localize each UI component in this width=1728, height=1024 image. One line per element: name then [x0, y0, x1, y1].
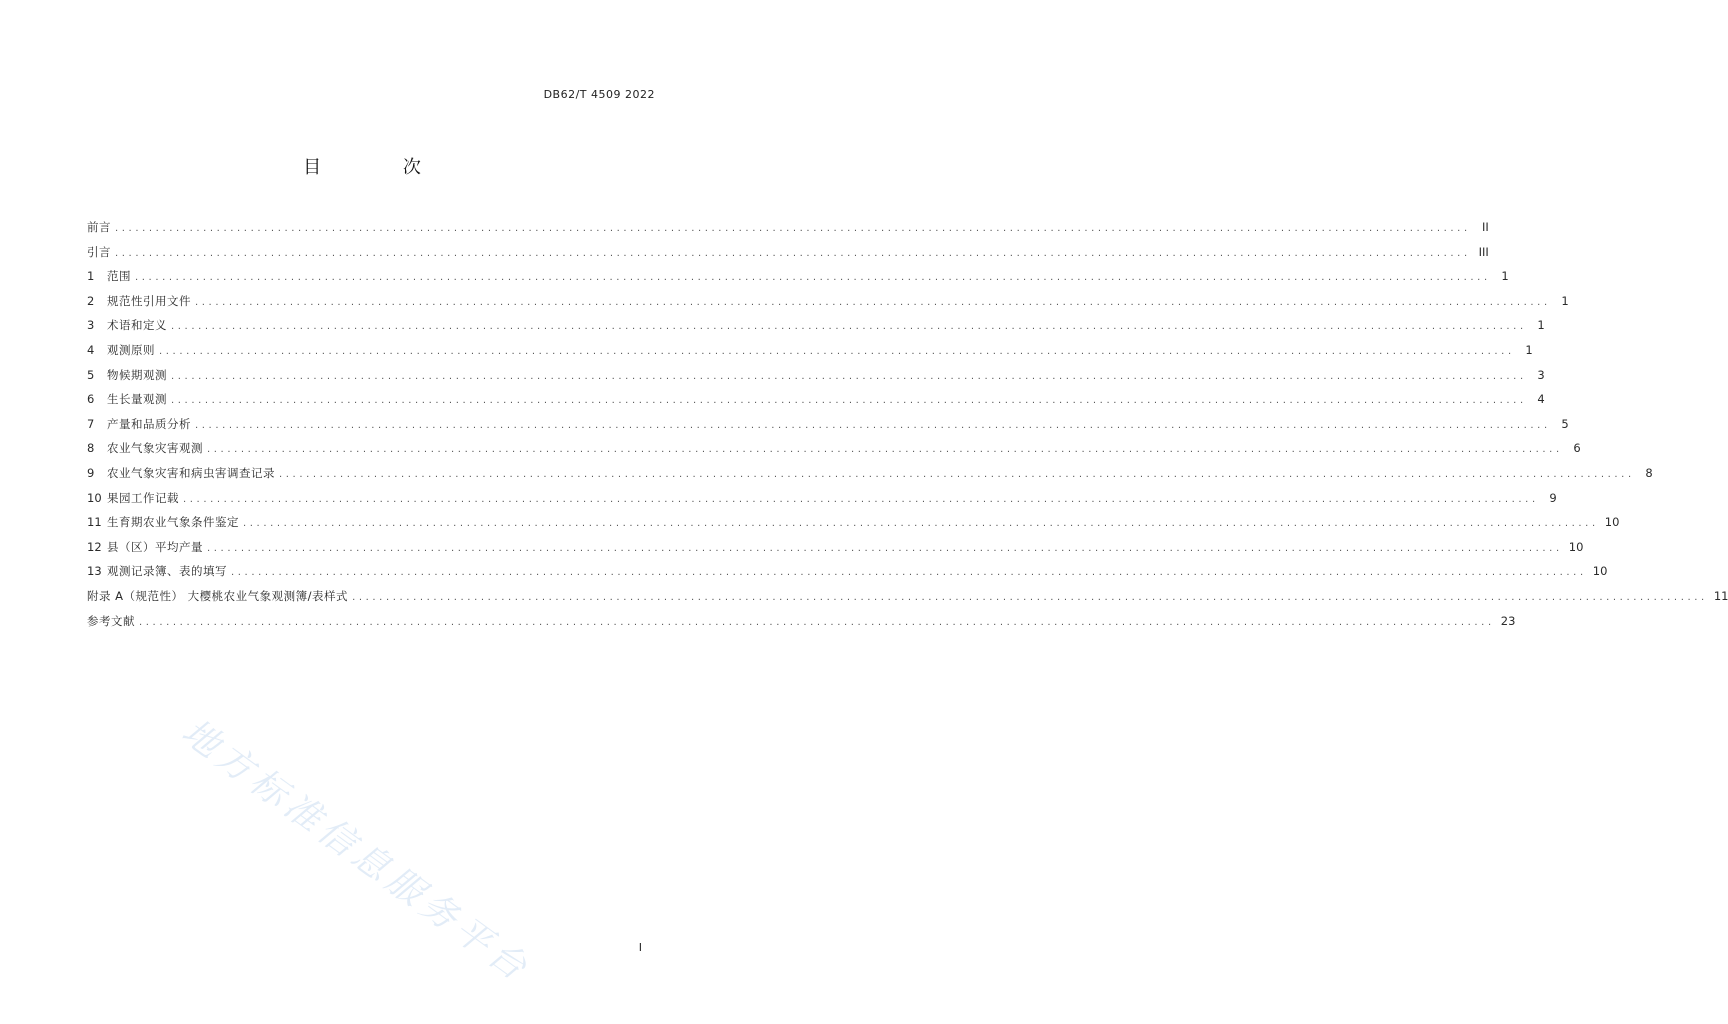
- toc-entry-title: 附录 A（规范性） 大樱桃农业气象观测簿/表样式: [87, 588, 349, 603]
- toc-entry[interactable]: [87, 367, 1545, 392]
- toc-entry-number: 2: [87, 293, 95, 308]
- toc-entry-title: 规范性引用文件: [107, 293, 191, 308]
- toc-entry[interactable]: [87, 440, 1581, 465]
- toc-entry[interactable]: [87, 613, 1516, 638]
- toc-entry-number: 3: [87, 318, 95, 333]
- toc-entry-title: 观测原则: [107, 342, 155, 357]
- toc-entry[interactable]: [87, 416, 1569, 441]
- toc-entry[interactable]: [87, 293, 1569, 318]
- toc-leader-dots: ........................................................................................................................................................................................................: [195, 296, 1551, 308]
- toc-leader-dots: ........................................................................................................................................................................................................: [183, 493, 1539, 505]
- toc-leader-dots: ........................................................................................................................................................................................................: [243, 518, 1599, 530]
- toc-leader-dots: ........................................................................................................................................................................................................: [171, 370, 1527, 382]
- toc-entry-page: II: [1481, 220, 1489, 234]
- toc-entry-page: 4: [1537, 392, 1545, 407]
- toc-entry-title: 县（区）平均产量: [107, 539, 203, 554]
- toc-entry-page: III: [1478, 244, 1489, 259]
- toc-leader-dots: ........................................................................................................................................................................................................: [159, 345, 1515, 357]
- toc-leader-dots: ........................................................................................................................................................................................................: [171, 321, 1527, 333]
- toc-entry-page: 8: [1645, 465, 1653, 480]
- standard-code: DB62/T 4509 2022: [543, 88, 655, 101]
- toc-entry-page: 1: [1537, 318, 1545, 333]
- toc-entry-page: 10: [1568, 539, 1584, 554]
- toc-leader-dots: ........................................................................................................................................................................................................: [279, 468, 1635, 480]
- toc-entry[interactable]: [87, 317, 1545, 342]
- toc-leader-dots: ........................................................................................................................................................................................................: [207, 542, 1563, 554]
- toc-entry-title: 范围: [107, 269, 131, 284]
- toc-entry-page: 23: [1500, 613, 1516, 628]
- toc-entry-number: 13: [87, 564, 102, 579]
- toc-entry-number: 6: [87, 392, 95, 407]
- page-number: I: [638, 941, 642, 954]
- toc-entry-title: 农业气象灾害观测: [107, 441, 203, 456]
- toc-entry-page: 1: [1561, 293, 1569, 308]
- toc-leader-dots: ........................................................................................................................................................................................................: [207, 444, 1563, 456]
- toc-entry-title: 果园工作记载: [107, 490, 179, 505]
- toc-entry-number: 12: [87, 539, 102, 554]
- toc-leader-dots: ........................................................................................................................................................................................................: [115, 247, 1471, 259]
- toc-entry-page: 5: [1561, 416, 1569, 431]
- toc-leader-dots: ........................................................................................................................................................................................................: [171, 395, 1527, 407]
- toc-entry[interactable]: [87, 244, 1489, 269]
- toc-entry-title: 前言: [87, 220, 111, 234]
- toc-entry-page: 3: [1537, 367, 1545, 382]
- toc-entry[interactable]: [87, 490, 1557, 515]
- toc-entry-page: 1: [1525, 342, 1533, 357]
- toc-entry-number: 7: [87, 416, 95, 431]
- toc-entry[interactable]: [87, 588, 1728, 613]
- toc-entry[interactable]: [87, 219, 1489, 244]
- toc-entry-page: 10: [1604, 515, 1620, 530]
- toc-entry[interactable]: [87, 342, 1533, 367]
- toc-entry[interactable]: [87, 268, 1509, 293]
- toc-entry-title: 物候期观测: [107, 367, 167, 382]
- toc-leader-dots: ........................................................................................................................................................................................................: [231, 567, 1587, 579]
- toc-leader-dots: ........................................................................................................................................................................................................: [195, 419, 1551, 431]
- toc-entry-number: 8: [87, 441, 95, 456]
- toc-entry-number: 11: [87, 515, 102, 530]
- toc-entry-title: 观测记录簿、表的填写: [107, 564, 227, 579]
- toc-entry-page: 6: [1573, 441, 1581, 456]
- toc-entry-number: 9: [87, 465, 95, 480]
- toc-leader-dots: ........................................................................................................................................................................................................: [352, 591, 1708, 603]
- toc-entry[interactable]: [87, 514, 1620, 539]
- toc-entry[interactable]: [87, 465, 1653, 490]
- toc-entry[interactable]: [87, 563, 1608, 588]
- toc-entry-title: 产量和品质分析: [107, 416, 191, 431]
- toc-leader-dots: ........................................................................................................................................................................................................: [135, 272, 1491, 284]
- toc-entry-title: 术语和定义: [107, 318, 167, 333]
- toc-entry-title: 引言: [87, 244, 111, 259]
- toc-leader-dots: ........................................................................................................................................................................................................: [139, 616, 1495, 628]
- toc-entry-title: 生育期农业气象条件鉴定: [107, 515, 239, 530]
- toc-entry[interactable]: [87, 391, 1545, 416]
- toc-entry-page: 1: [1501, 269, 1509, 284]
- toc-entry[interactable]: [87, 539, 1584, 564]
- toc-entry-page: 10: [1592, 564, 1608, 579]
- toc-entry-title: 生长量观测: [107, 392, 167, 407]
- toc-entry-number: 4: [87, 342, 95, 357]
- toc-leader-dots: ........................................................................................................................................................................................................: [115, 223, 1471, 234]
- toc-entry-page: 9: [1549, 490, 1557, 505]
- toc-entry-number: 5: [87, 367, 95, 382]
- toc-entry-title: 农业气象灾害和病虫害调查记录: [107, 465, 275, 480]
- watermark: 地方标准信息服务平台: [174, 711, 539, 992]
- toc-entry-number: 10: [87, 490, 102, 505]
- toc-entry-page: 11: [1713, 588, 1728, 603]
- toc-entry-title: 参考文献: [87, 613, 135, 628]
- table-of-contents: [87, 219, 1728, 637]
- toc-entry-number: 1: [87, 269, 95, 284]
- page-title: 目 次: [303, 157, 459, 178]
